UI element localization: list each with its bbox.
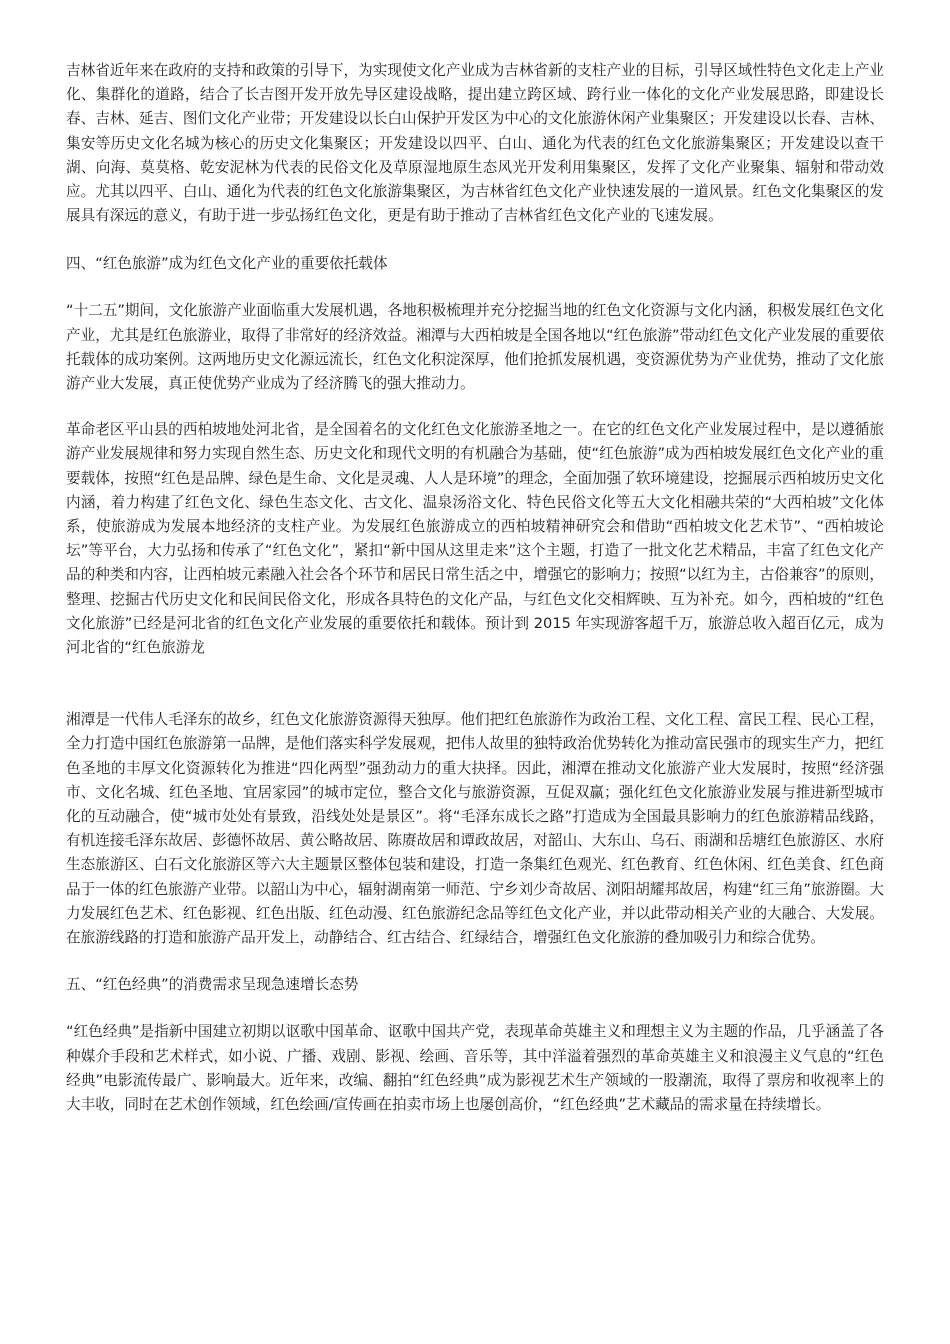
paragraph-xiangtan: 湘潭是一代伟人毛泽东的故乡，红色文化旅游资源得天独厚。他们把红色旅游作为政治工程、文化工程、富民工程、民心工程，全力打造中国红色旅游第一品牌，是他们落实科学发展观，把伟人故里的独特政治优势转化为推动富民强市的现实生产力，把红色圣地的丰厚文化资源转化为推进“四化两型”强劲动力的重大抉择。因此，湘潭在推动文化旅游产业大发展时，按照“经济强市、文化名城、红色圣地、宜居家园”的城市定位，整合文化与旅游资源，互促双赢；强化红色文化旅游业发展与推进新型城市化的互动融合，使“城市处处有景致，沿线处处是景区”。将“毛泽东成长之路”打造成为全国最具影响力的红色旅游精品线路，有机连接毛泽东故居、彭德怀故居、黄公略故居、陈赓故居和谭政故居，对韶山、大东山、乌石、雨湖和岳塘红色旅游区、水府生态旅游区、白石文化旅游区等六大主题景区整体包装和建设，打造一条集红色观光、红色教育、红色休闲、红色美食、红色商品于一体的红色旅游产业带。以韶山为中心，辐射湖南第一师范、宁乡刘少奇故居、浏阳胡耀邦故居，构建“红三角”旅游圈。大力发展红色艺术、红色影视、红色出版、红色动漫、红色旅游纪念品等红色文化产业，并以此带动相关产业的大融合、大发展。在旅游线路的打造和旅游产品开发上，动静结合、红古结合、红绿结合，增强红色文化旅游的叠加吸引力和综合优势。 <box>66 711 884 947</box>
paragraph-twelfth-five-year: “十二五”期间，文化旅游产业面临重大发展机遇，各地积极梳理并充分挖掘当地的红色文化资源与文化内涵，积极发展红色文化产业，尤其是红色旅游业，取得了非常好的经济效益。湘潭与大西柏坡是全国各地以“红色旅游”带动红色文化产业发展的重要依托载体的成功案例。这两地历史文化源远流长，红色文化积淀深厚，他们抢抓发展机遇，变资源优势为产业优势，推动了文化旅游产业大发展，真正使优势产业成为了经济腾飞的强大推动力。 <box>66 302 884 393</box>
paragraph-jilin-cultural-industry: 吉林省近年来在政府的支持和政策的引导下，为实现使文化产业成为吉林省新的支柱产业的目标，引导区域性特色文化走上产业化、集群化的道路，结合了长吉图开发开放先导区建设战略，提出建立跨区域、跨行业一体化的文化产业发展思路，即建设长春、吉林、延吉、图们文化产业带；开发建设以长白山保护开发区为中心的文化旅游休闲产业集聚区；开发建设以长春、吉林、集安等历史文化名城为核心的历史文化集聚区；开发建设以四平、白山、通化为代表的红色文化旅游集聚区；开发建设以查干湖、向海、莫莫格、乾安泥林为代表的民俗文化及草原湿地原生态风光开发利用集聚区，发挥了文化产业聚集、辐射和带动效应。尤其以四平、白山、通化为代表的红色文化旅游集聚区，为吉林省红色文化产业快速发展的一道风景。红色文化集聚区的发展具有深远的意义，有助于进一步弘扬红色文化，更是有助于推动了吉林省红色文化产业的飞速发展。 <box>66 62 884 225</box>
paragraph-red-classics: “红色经典”是指新中国建立初期以讴歌中国革命、讴歌中国共产党，表现革命英雄主义和理想主义为主题的作品，几乎涵盖了各种媒介手段和艺术样式，如小说、广播、戏剧、影视、绘画、音乐等，其中洋溢着强烈的革命英雄主义和浪漫主义气息的“红色经典”电影流传最广、影响最大。近年来，改编、翻拍“红色经典”成为影视艺术生产领域的一股潮流，取得了票房和收视率上的大丰收，同时在艺术创作领域，红色绘画/宣传画在拍卖市场上也屡创高价，“红色经典”艺术藏品的需求量在持续增长。 <box>66 1023 884 1113</box>
paragraph-spacer <box>66 396 884 418</box>
paragraph-spacer <box>66 276 884 299</box>
paragraph-spacer <box>66 660 884 708</box>
paragraph-spacer <box>66 997 884 1020</box>
section-heading-four: 四、“红色旅游”成为红色文化产业的重要依托载体 <box>66 255 388 273</box>
paragraph-spacer <box>66 228 884 252</box>
paragraph-xibaipo: 革命老区平山县的西柏坡地处河北省，是全国着名的文化红色文化旅游圣地之一。在它的红色文化产业发展过程中，是以遵循旅游产业发展规律和努力实现自然生态、历史文化和现代文明的有机融合为基础，使“红色旅游”成为西柏坡发展红色文化产业的重要载体，按照“红色是品牌、绿色是生命、文化是灵魂、人人是环境”的理念，全面加强了软环境建设，挖掘展示西柏坡历史文化内涵，着力构建了红色文化、绿色生态文化、古文化、温泉汤浴文化、特色民俗文化等五大文化相融共荣的“大西柏坡”文化体系，使旅游成为发展本地经济的支柱产业。为发展红色旅游成立的西柏坡精神研究会和借助“西柏坡文化艺术节”、“西柏坡论坛”等平台，大力弘扬和传承了“红色文化”，紧扣“新中国从这里走来”这个主题，打造了一批文化艺术精品，丰富了红色文化产品的种类和内容，让西柏坡元素融入社会各个环节和居民日常生活之中，增强它的影响力；按照“以红为主，古俗兼容”的原则，整理、挖掘古代历史文化和民间民俗文化，形成各具特色的文化产品，与红色文化交相辉映、互为补充。如今，西柏坡的“红色文化旅游”已经是河北省的红色文化产业发展的重要依托和载体。预计到 2015 年实现游客超千万，旅游总收入超百亿元，成为河北省的“红色旅游龙 <box>66 421 884 657</box>
section-heading-five: 五、“红色经典”的消费需求呈现急速增长态势 <box>66 976 359 994</box>
paragraph-spacer <box>66 950 884 973</box>
document-page <box>66 59 884 1117</box>
